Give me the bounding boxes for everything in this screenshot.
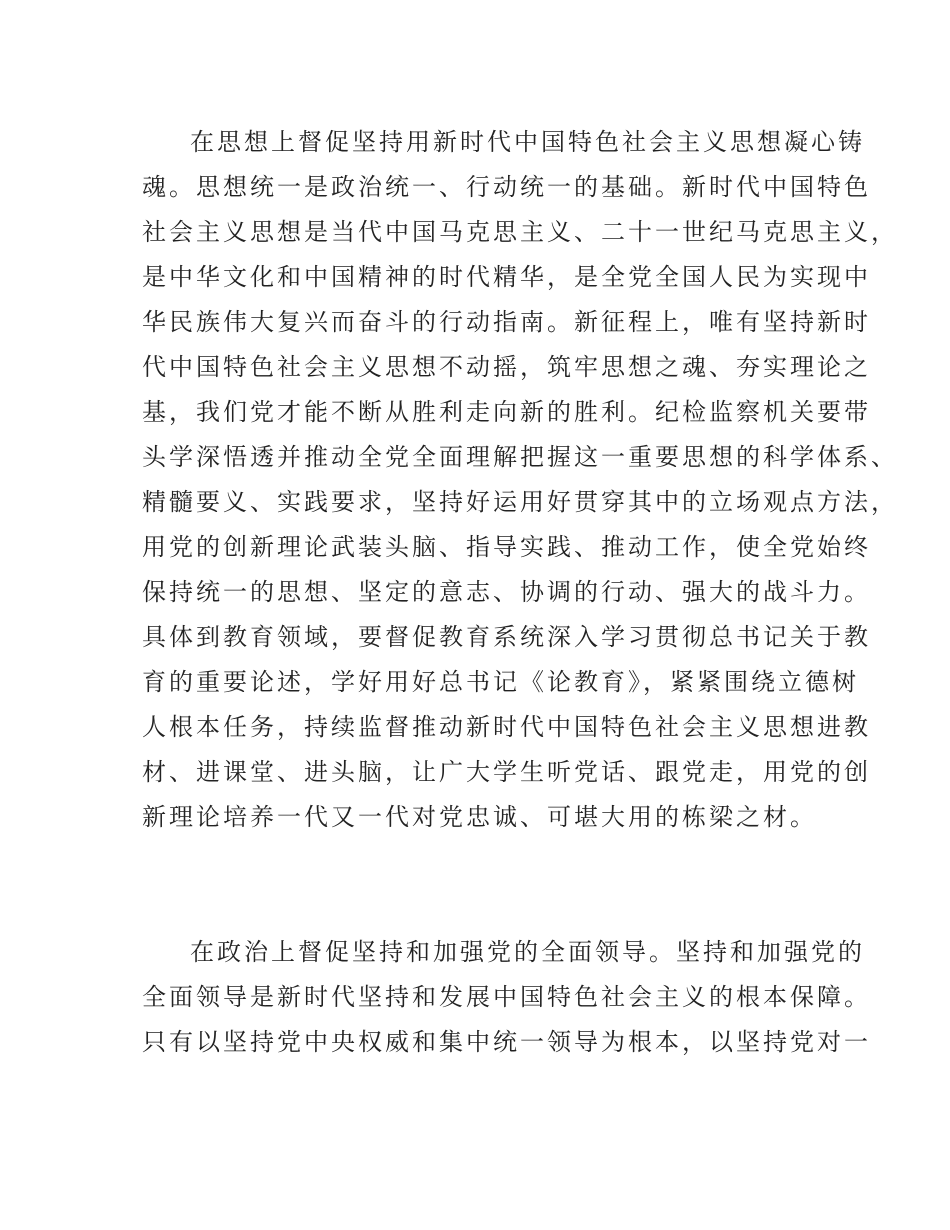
paragraph-line: 社会主义思想是当代中国马克思主义、二十一世纪马克思主义，	[142, 218, 898, 246]
paragraph-line: 精髓要义、实践要求，坚持好运用好贯穿其中的立场观点方法，	[142, 488, 898, 516]
paragraph-line: 魂。思想统一是政治统一、行动统一的基础。新时代中国特色	[142, 173, 871, 201]
paragraph-line: 代中国特色社会主义思想不动摇，筑牢思想之魂、夯实理论之	[142, 353, 871, 381]
paragraph-line: 全面领导是新时代坚持和发展中国特色社会主义的根本保障。	[142, 983, 871, 1011]
paragraph-line: 材、进课堂、进头脑，让广大学生听党话、跟党走，用党的创	[142, 758, 871, 786]
paragraph-line: 具体到教育领域，要督促教育系统深入学习贯彻总书记关于教	[142, 623, 871, 651]
paragraph-line: 保持统一的思想、坚定的意志、协调的行动、强大的战斗力。	[142, 578, 871, 606]
paragraph-line: 是中华文化和中国精神的时代精华，是全党全国人民为实现中	[142, 263, 871, 291]
paragraph-line: 基，我们党才能不断从胜利走向新的胜利。纪检监察机关要带	[142, 398, 871, 426]
paragraph-line: 华民族伟大复兴而奋斗的行动指南。新征程上，唯有坚持新时	[142, 308, 871, 336]
paragraph-line: 新理论培养一代又一代对党忠诚、可堪大用的栋梁之材。	[142, 803, 817, 831]
paragraph-line: 在政治上督促坚持和加强党的全面领导。坚持和加强党的	[190, 938, 865, 966]
paragraph-line: 在思想上督促坚持用新时代中国特色社会主义思想凝心铸	[190, 128, 865, 156]
paragraph-line: 人根本任务，持续监督推动新时代中国特色社会主义思想进教	[142, 713, 871, 741]
paragraph-line: 用党的创新理论武装头脑、指导实践、推动工作，使全党始终	[142, 533, 871, 561]
paragraph-line: 只有以坚持党中央权威和集中统一领导为根本，以坚持党对一	[142, 1028, 871, 1056]
paragraph-line: 育的重要论述，学好用好总书记《论教育》，紧紧围绕立德树	[142, 668, 859, 696]
paragraph-line: 头学深悟透并推动全党全面理解把握这一重要思想的科学体系、	[142, 443, 898, 471]
